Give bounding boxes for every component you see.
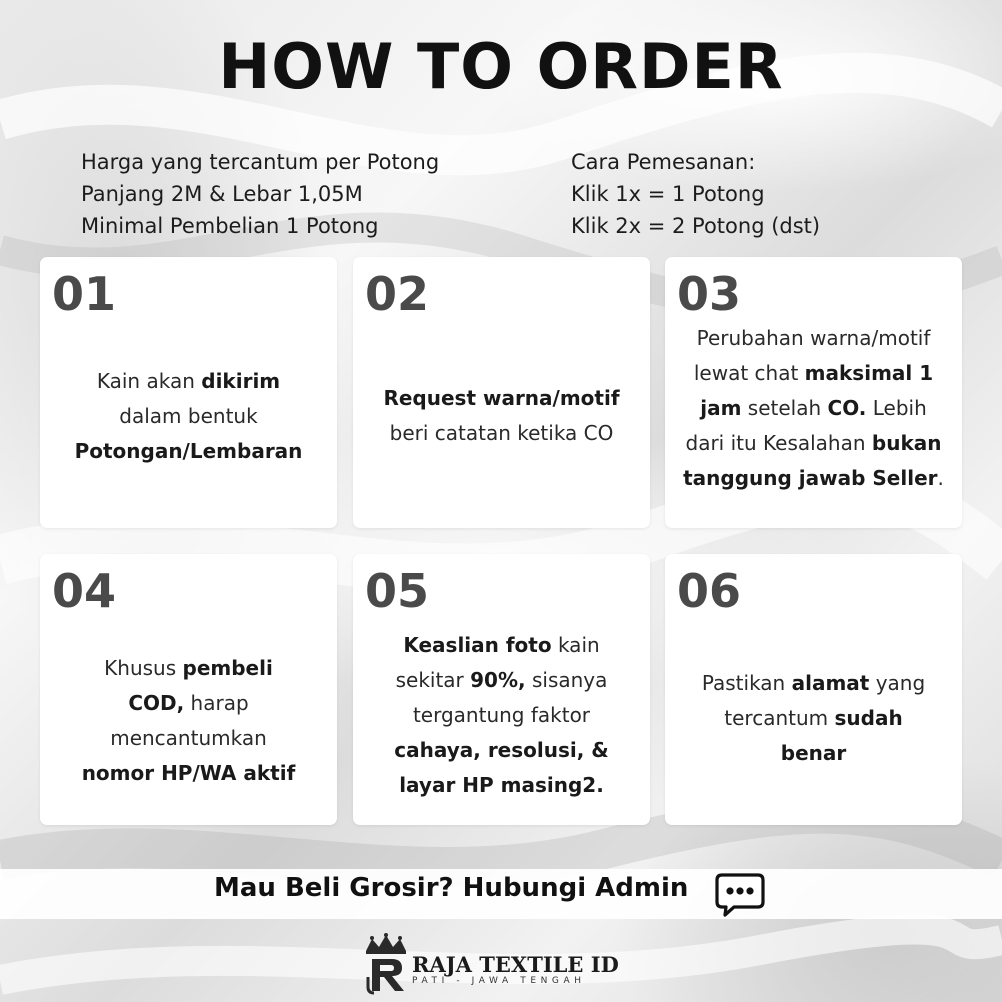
step-text-bold: 90%, xyxy=(470,668,526,692)
step-text-run: kain xyxy=(551,633,600,657)
pricing-info xyxy=(81,146,439,242)
step-text-bold: pembeli xyxy=(182,656,273,680)
step-text xyxy=(48,364,329,469)
step-card-04 xyxy=(40,554,337,825)
step-text-run: Kain akan xyxy=(96,369,202,393)
step-text-line xyxy=(48,434,329,469)
step-text-line xyxy=(361,698,642,733)
step-text-line xyxy=(48,399,329,434)
step-text-run: . xyxy=(937,466,944,490)
step-text-bold: sudah xyxy=(834,706,903,730)
step-text-bold: nomor HP/WA aktif xyxy=(81,761,296,785)
step-text-line xyxy=(673,701,954,736)
chat-bubble-icon[interactable] xyxy=(714,872,766,918)
step-text-bold: COD, xyxy=(128,691,185,715)
step-text-line xyxy=(361,628,642,663)
step-text-line xyxy=(48,651,329,686)
step-text-bold: Keaslian foto xyxy=(403,633,552,657)
step-text-bold: maksimal 1 xyxy=(804,361,934,385)
order-method-info xyxy=(571,146,820,242)
step-text xyxy=(361,628,642,803)
step-text-bold: jam xyxy=(700,396,742,420)
step-text-run: sekitar xyxy=(395,668,471,692)
step-text-run: sisanya xyxy=(525,668,608,692)
step-text-run: Lebih xyxy=(866,396,927,420)
order-method-line: Klik 2x = 2 Potong (dst) xyxy=(571,214,821,238)
step-text-line xyxy=(667,321,960,356)
step-text-run: dalam bentuk xyxy=(119,404,258,428)
step-text-bold: cahaya, resolusi, & xyxy=(394,738,609,762)
step-text-bold: bukan xyxy=(871,431,942,455)
step-text-run: beri catatan ketika CO xyxy=(389,421,614,445)
step-text xyxy=(361,381,642,451)
step-number: 06 xyxy=(677,564,742,618)
step-text-run: setelah xyxy=(741,396,828,420)
wholesale-banner-text: Mau Beli Grosir? Hubungi Admin xyxy=(214,873,689,903)
step-text-run: Perubahan warna/motif xyxy=(696,326,931,350)
step-number: 01 xyxy=(52,267,117,321)
step-text-line xyxy=(361,768,642,803)
step-text-line xyxy=(361,733,642,768)
step-text-line xyxy=(667,391,960,426)
step-text-run: Khusus xyxy=(104,656,183,680)
step-text xyxy=(673,666,954,771)
step-number: 02 xyxy=(365,267,430,321)
step-text-bold: dikirim xyxy=(201,369,281,393)
step-text-line xyxy=(48,756,329,791)
step-card-03 xyxy=(665,257,962,528)
step-text-bold: benar xyxy=(780,741,847,765)
step-card-06 xyxy=(665,554,962,825)
step-text-run: tergantung faktor xyxy=(412,703,591,727)
step-number: 05 xyxy=(365,564,430,618)
brand-name: RAJA TEXTILE ID xyxy=(412,952,619,977)
brand-location: PATI - JAWA TENGAH xyxy=(412,976,586,986)
step-number: 03 xyxy=(677,267,742,321)
step-text xyxy=(667,321,960,496)
step-card-05 xyxy=(353,554,650,825)
step-number: 04 xyxy=(52,564,117,618)
step-text xyxy=(48,651,329,791)
step-text-line xyxy=(48,686,329,721)
step-text-line xyxy=(361,663,642,698)
pricing-line: Panjang 2M & Lebar 1,05M xyxy=(81,182,363,206)
step-text-bold: layar HP masing2. xyxy=(399,773,604,797)
step-text-line xyxy=(673,736,954,771)
step-text-bold: Potongan/Lembaran xyxy=(74,439,303,463)
pricing-line: Harga yang tercantum per Potong xyxy=(81,150,440,174)
step-text-run: mencantumkan xyxy=(110,726,267,750)
pricing-line: Minimal Pembelian 1 Potong xyxy=(81,214,379,238)
step-text-run: lewat chat xyxy=(693,361,805,385)
step-text-run: Pastikan xyxy=(701,671,792,695)
step-text-line xyxy=(673,666,954,701)
step-text-run: yang xyxy=(869,671,926,695)
step-text-line xyxy=(667,356,960,391)
order-method-line: Klik 1x = 1 Potong xyxy=(571,182,765,206)
step-text-run: dari itu Kesalahan xyxy=(685,431,872,455)
step-text-line xyxy=(361,381,642,416)
step-text-line xyxy=(48,721,329,756)
step-text-bold: alamat xyxy=(791,671,870,695)
step-text-bold: tanggung jawab Seller xyxy=(683,466,938,490)
step-text-line xyxy=(667,461,960,496)
page-title: HOW TO ORDER xyxy=(218,30,784,103)
step-text-run: tercantum xyxy=(724,706,835,730)
step-text-line xyxy=(361,416,642,451)
crown-monogram-icon xyxy=(362,933,410,995)
order-method-line: Cara Pemesanan: xyxy=(571,150,756,174)
step-text-line xyxy=(667,426,960,461)
step-card-01 xyxy=(40,257,337,528)
step-text-line xyxy=(48,364,329,399)
step-text-run: harap xyxy=(184,691,249,715)
step-text-bold: Request warna/motif xyxy=(383,386,620,410)
step-text-bold: CO. xyxy=(827,396,867,420)
step-card-02 xyxy=(353,257,650,528)
